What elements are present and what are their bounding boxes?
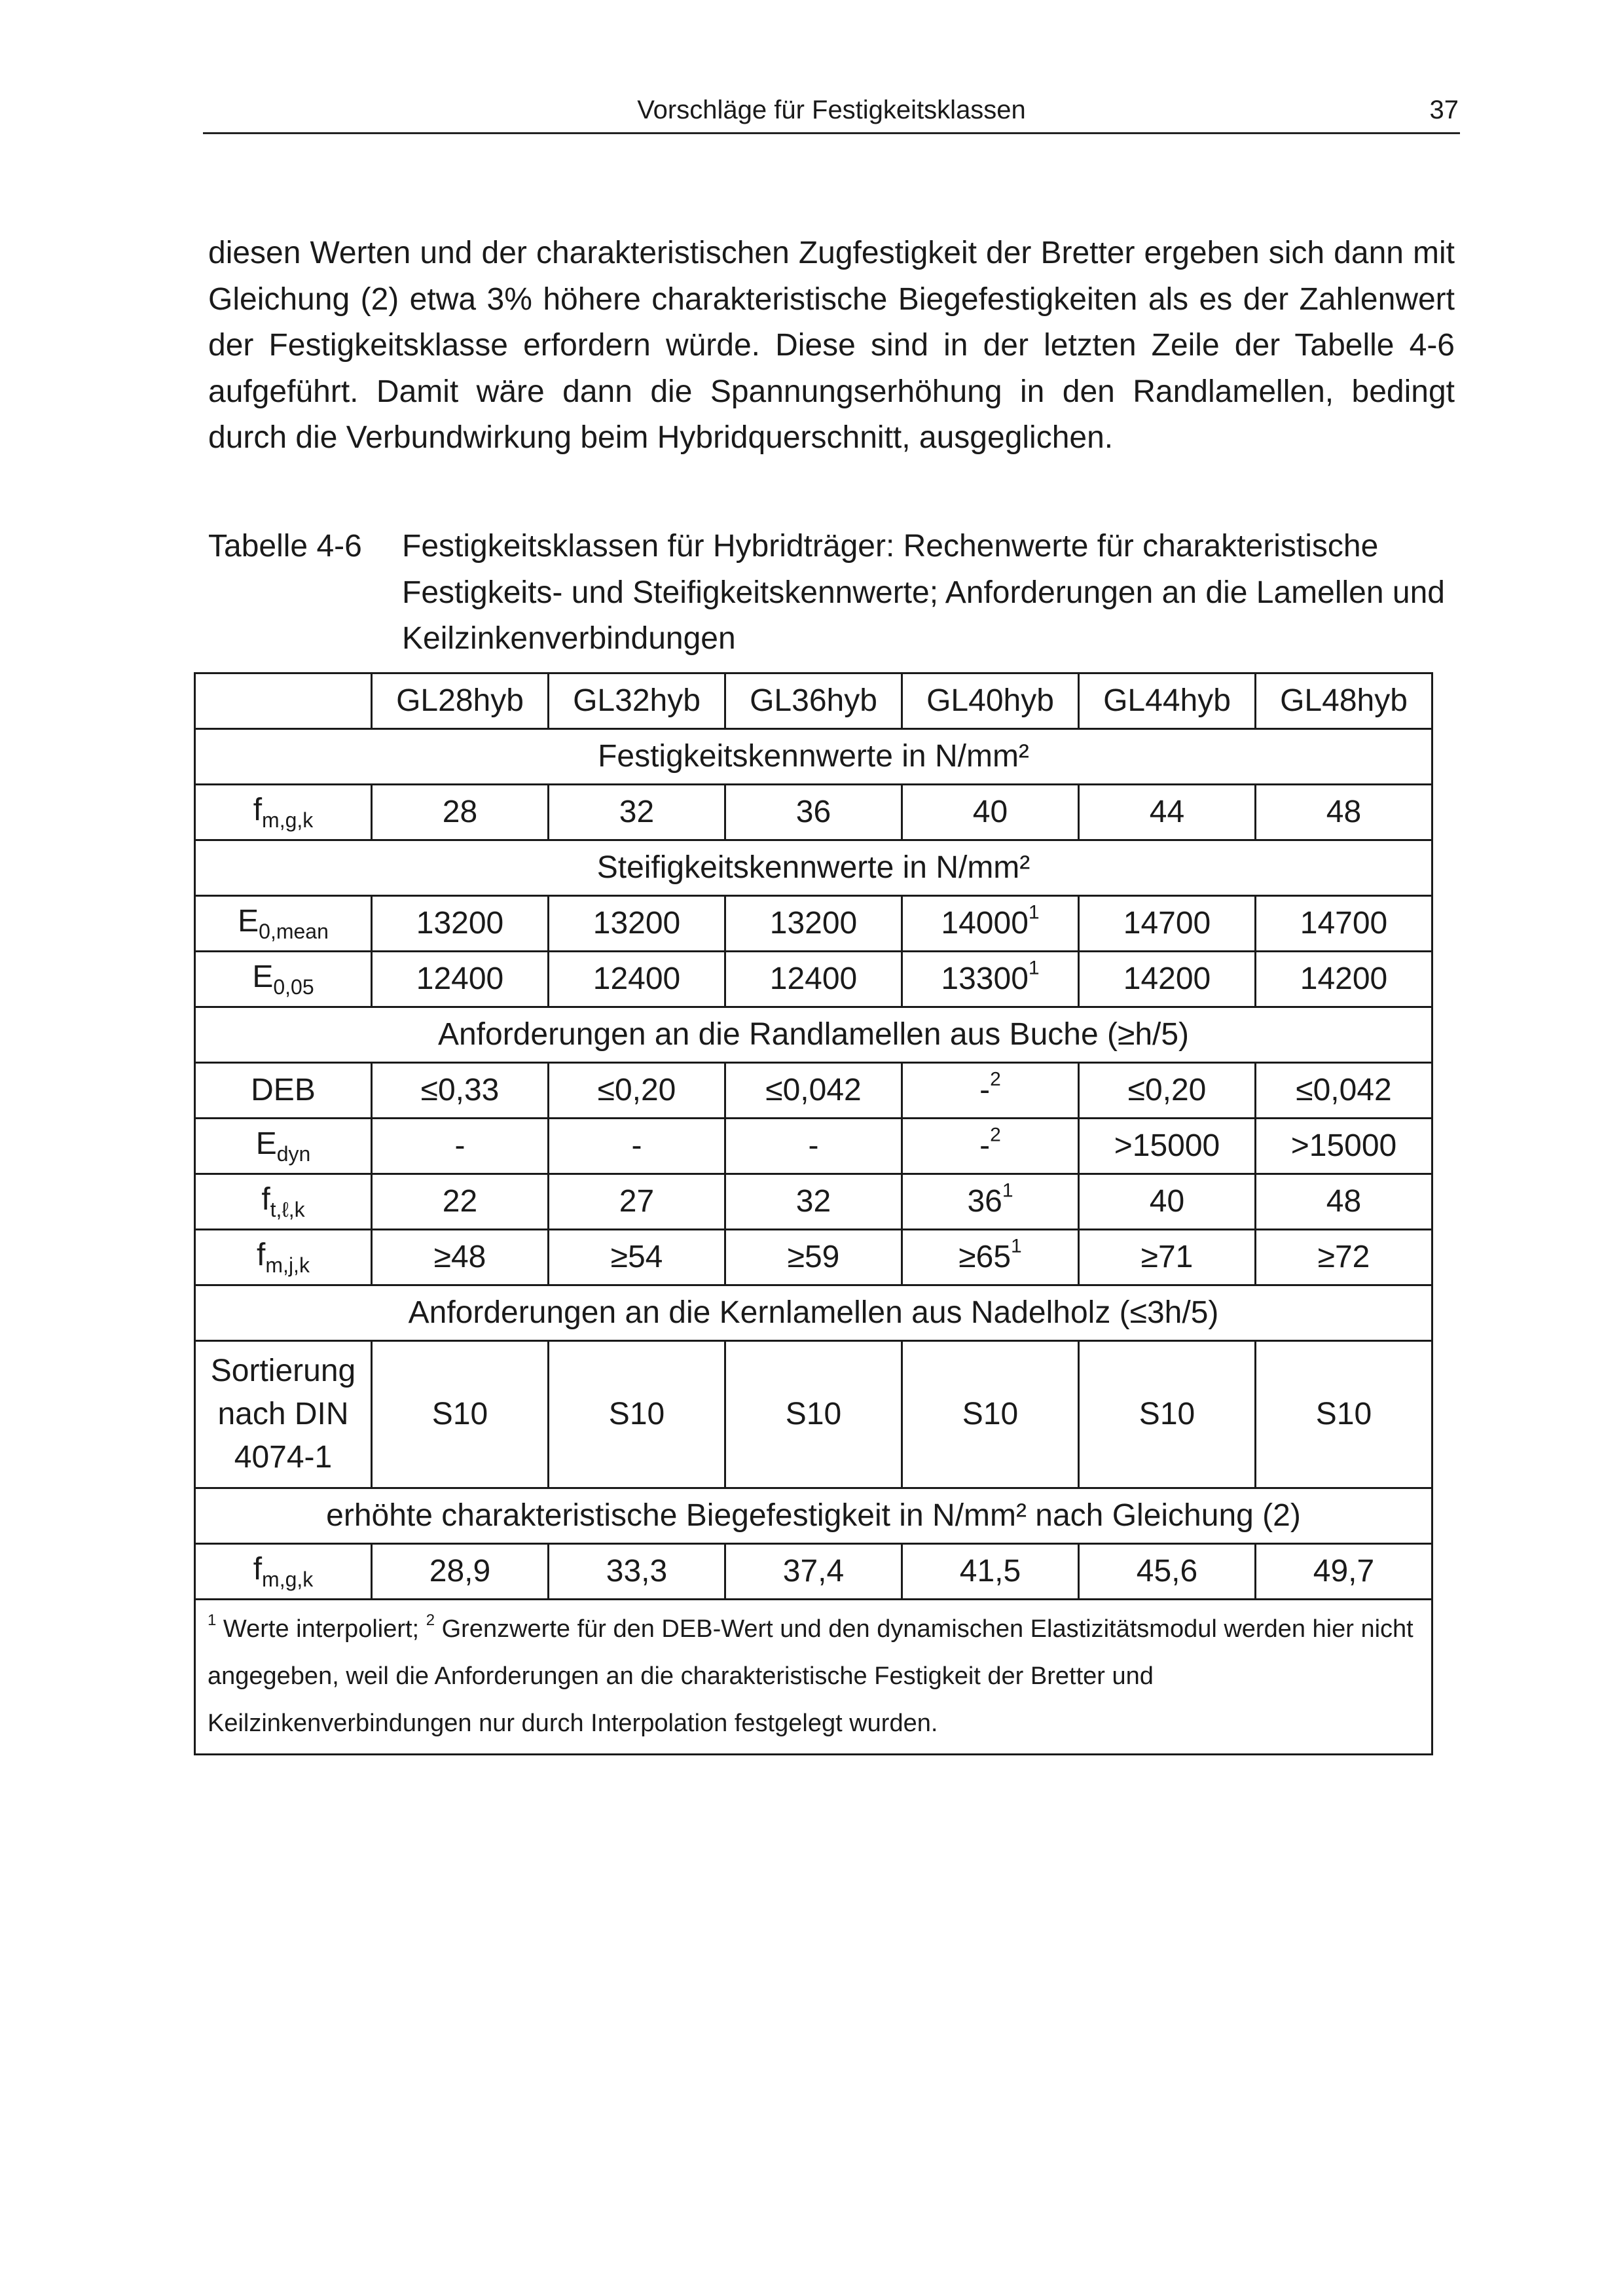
row-label-sorting: Sortierung nach DIN 4074-1: [195, 1341, 372, 1488]
table-cell: ≤0,33: [372, 1063, 549, 1119]
corner-cell: [195, 673, 372, 729]
table-cell: 28: [372, 785, 549, 840]
table-cell: 45,6: [1079, 1544, 1256, 1600]
table-cell: 36: [725, 785, 902, 840]
table-cell: 48: [1256, 785, 1432, 840]
table-cell: ≥59: [725, 1230, 902, 1285]
footnote-mark: 2: [426, 1611, 435, 1629]
footnote-mark: 1: [1028, 957, 1040, 979]
section-row: [195, 1007, 1432, 1063]
table-cell: ≤0,20: [1079, 1063, 1256, 1119]
table-cell: 22: [372, 1174, 549, 1230]
column-header: GL44hyb: [1079, 673, 1256, 729]
table-row: [195, 952, 1432, 1007]
table-cell: S10: [1079, 1341, 1256, 1488]
table-cell: ≥54: [549, 1230, 725, 1285]
table-cell: S10: [549, 1341, 725, 1488]
page-number: 37: [1429, 96, 1459, 124]
footnote-mark: 1: [208, 1611, 217, 1629]
column-header: GL32hyb: [549, 673, 725, 729]
table-row: [195, 785, 1432, 840]
strength-class-table: [194, 672, 1433, 1755]
table-cell: 14200: [1256, 952, 1432, 1007]
table-cell: 44: [1079, 785, 1256, 840]
table-cell: 12400: [372, 952, 549, 1007]
table-cell: 27: [549, 1174, 725, 1230]
table-row: [195, 896, 1432, 952]
table-cell: 13200: [372, 896, 549, 952]
section-row: [195, 840, 1432, 896]
section-title-strength: Festigkeitskennwerte in N/mm²: [195, 729, 1432, 785]
table-row: [195, 1063, 1432, 1119]
body-paragraph-block: [208, 230, 1455, 461]
section-title-stiffness: Steifigkeitskennwerte in N/mm²: [195, 840, 1432, 896]
table-cell: S10: [1256, 1341, 1432, 1488]
row-label-f-mgk-increased: $f_{m,g,k}$: [195, 1544, 372, 1600]
footnote-mark: 2: [990, 1068, 1001, 1090]
table-cell: $36^1$: [902, 1174, 1079, 1230]
table-cell: 14200: [1079, 952, 1256, 1007]
table-cell: 41,5: [902, 1544, 1079, 1600]
table-row: [195, 1230, 1432, 1285]
table-cell: ≥71: [1079, 1230, 1256, 1285]
table-cell: S10: [725, 1341, 902, 1488]
table-cell: 49,7: [1256, 1544, 1432, 1600]
page-header: [203, 92, 1460, 134]
column-header: GL48hyb: [1256, 673, 1432, 729]
section-row: [195, 1488, 1432, 1544]
table-row: [195, 1119, 1432, 1174]
body-paragraph: diesen Werten und der charakteristischen Zugfestigkeit der Bretter ergeben sich dann mit Gleichung (2) etwa 3% höhere charakteristische Biegefestigkeiten als es der Zahlenwert der Festigkeitsklasse erfordern würde. Diese sind in der letzten Zeile der Tabelle 4-6 aufgeführt. Damit wäre dann die Spannungserhöhung in den Randlamellen, bedingt durch die Verbundwirkung beim Hybridquerschnitt, ausgeglichen.: [208, 236, 1455, 455]
table-cell: $\ge 65^1$: [902, 1230, 1079, 1285]
row-label-deb: DEB: [195, 1063, 372, 1119]
row-label-f-mjk: $f_{m,j,k}$: [195, 1230, 372, 1285]
table-cell: >15000: [1079, 1119, 1256, 1174]
column-header: GL36hyb: [725, 673, 902, 729]
table-row: [195, 1174, 1432, 1230]
footnote-mark: 1: [1002, 1179, 1013, 1202]
table-cell: 48: [1256, 1174, 1432, 1230]
table-cell: 12400: [549, 952, 725, 1007]
table-cell: 33,3: [549, 1544, 725, 1600]
table-cell: 13200: [549, 896, 725, 952]
table-cell: 40: [1079, 1174, 1256, 1230]
table-cell: 32: [549, 785, 725, 840]
table-cell: ≥48: [372, 1230, 549, 1285]
row-label-e-dyn: $E_{dyn}$: [195, 1119, 372, 1174]
caption-label: Tabelle 4-6: [208, 529, 362, 564]
section-row: [195, 1285, 1432, 1341]
table-cell: ≤0,042: [1256, 1063, 1432, 1119]
table-cell: 14700: [1079, 896, 1256, 952]
table-cell: 13200: [725, 896, 902, 952]
table-cell: 14000$^1$: [902, 896, 1079, 952]
section-row: [195, 729, 1432, 785]
footnote-mark: 1: [1028, 901, 1040, 924]
table-cell: 40: [902, 785, 1079, 840]
table-cell: >15000: [1256, 1119, 1432, 1174]
table-cell: -$^2$: [902, 1119, 1079, 1174]
table-cell: 32: [725, 1174, 902, 1230]
table-row: [195, 1544, 1432, 1600]
column-header-row: [195, 673, 1432, 729]
table-cell: 12400: [725, 952, 902, 1007]
table-cell: S10: [372, 1341, 549, 1488]
column-header: GL40hyb: [902, 673, 1079, 729]
row-label-f-mgk: $f_{m,g,k}$: [195, 785, 372, 840]
table-cell: -$^2$: [902, 1063, 1079, 1119]
table-cell: -: [372, 1119, 549, 1174]
table-footnote: $^1$ Werte interpoliert; $^2$ Grenzwerte für den DEB-Wert und den dynamischen Elastizitätsmodul werden hier nicht angegeben, weil die Anforderungen an die charakteristische Festigkeit der Bretter und Keilzinkenverbindungen nur durch Interpolation festgelegt wurden.: [195, 1600, 1432, 1755]
caption-text: Festigkeitsklassen für Hybridträger: Rechenwerte für charakteristische Festigkeits- und Steifigkeitskennwerte; Anforderungen an die Lamellen und Keilzinkenverbindungen: [402, 529, 1445, 656]
row-label-e-mean: $E_{0,mean}$: [195, 896, 372, 952]
footnote-row: [195, 1600, 1432, 1755]
table-cell: ≥72: [1256, 1230, 1432, 1285]
row-label-f-tlk: $f_{t,\ell,k}$: [195, 1174, 372, 1230]
table-cell: 14700: [1256, 896, 1432, 952]
section-title-outer-lamellae: Anforderungen an die Randlamellen aus Buche (≥h/5): [195, 1007, 1432, 1063]
section-title-increased-strength: erhöhte charakteristische Biegefestigkeit in N/mm² nach Gleichung (2): [195, 1488, 1432, 1544]
table-cell: S10: [902, 1341, 1079, 1488]
table-cell: -: [725, 1119, 902, 1174]
table-cell: 13300$^1$: [902, 952, 1079, 1007]
table-cell: ≤0,20: [549, 1063, 725, 1119]
header-title: Vorschläge für Festigkeitsklassen: [637, 96, 1026, 124]
section-title-core-lamellae: Anforderungen an die Kernlamellen aus Nadelholz (≤3h/5): [195, 1285, 1432, 1341]
table-row: [195, 1341, 1432, 1488]
row-label-e-05: $E_{0,05}$: [195, 952, 372, 1007]
table-cell: 37,4: [725, 1544, 902, 1600]
column-header: GL28hyb: [372, 673, 549, 729]
footnote-mark: 1: [1011, 1235, 1022, 1257]
table-cell: ≤0,042: [725, 1063, 902, 1119]
footnote-mark: 2: [990, 1124, 1001, 1146]
table-cell: 28,9: [372, 1544, 549, 1600]
table-cell: -: [549, 1119, 725, 1174]
